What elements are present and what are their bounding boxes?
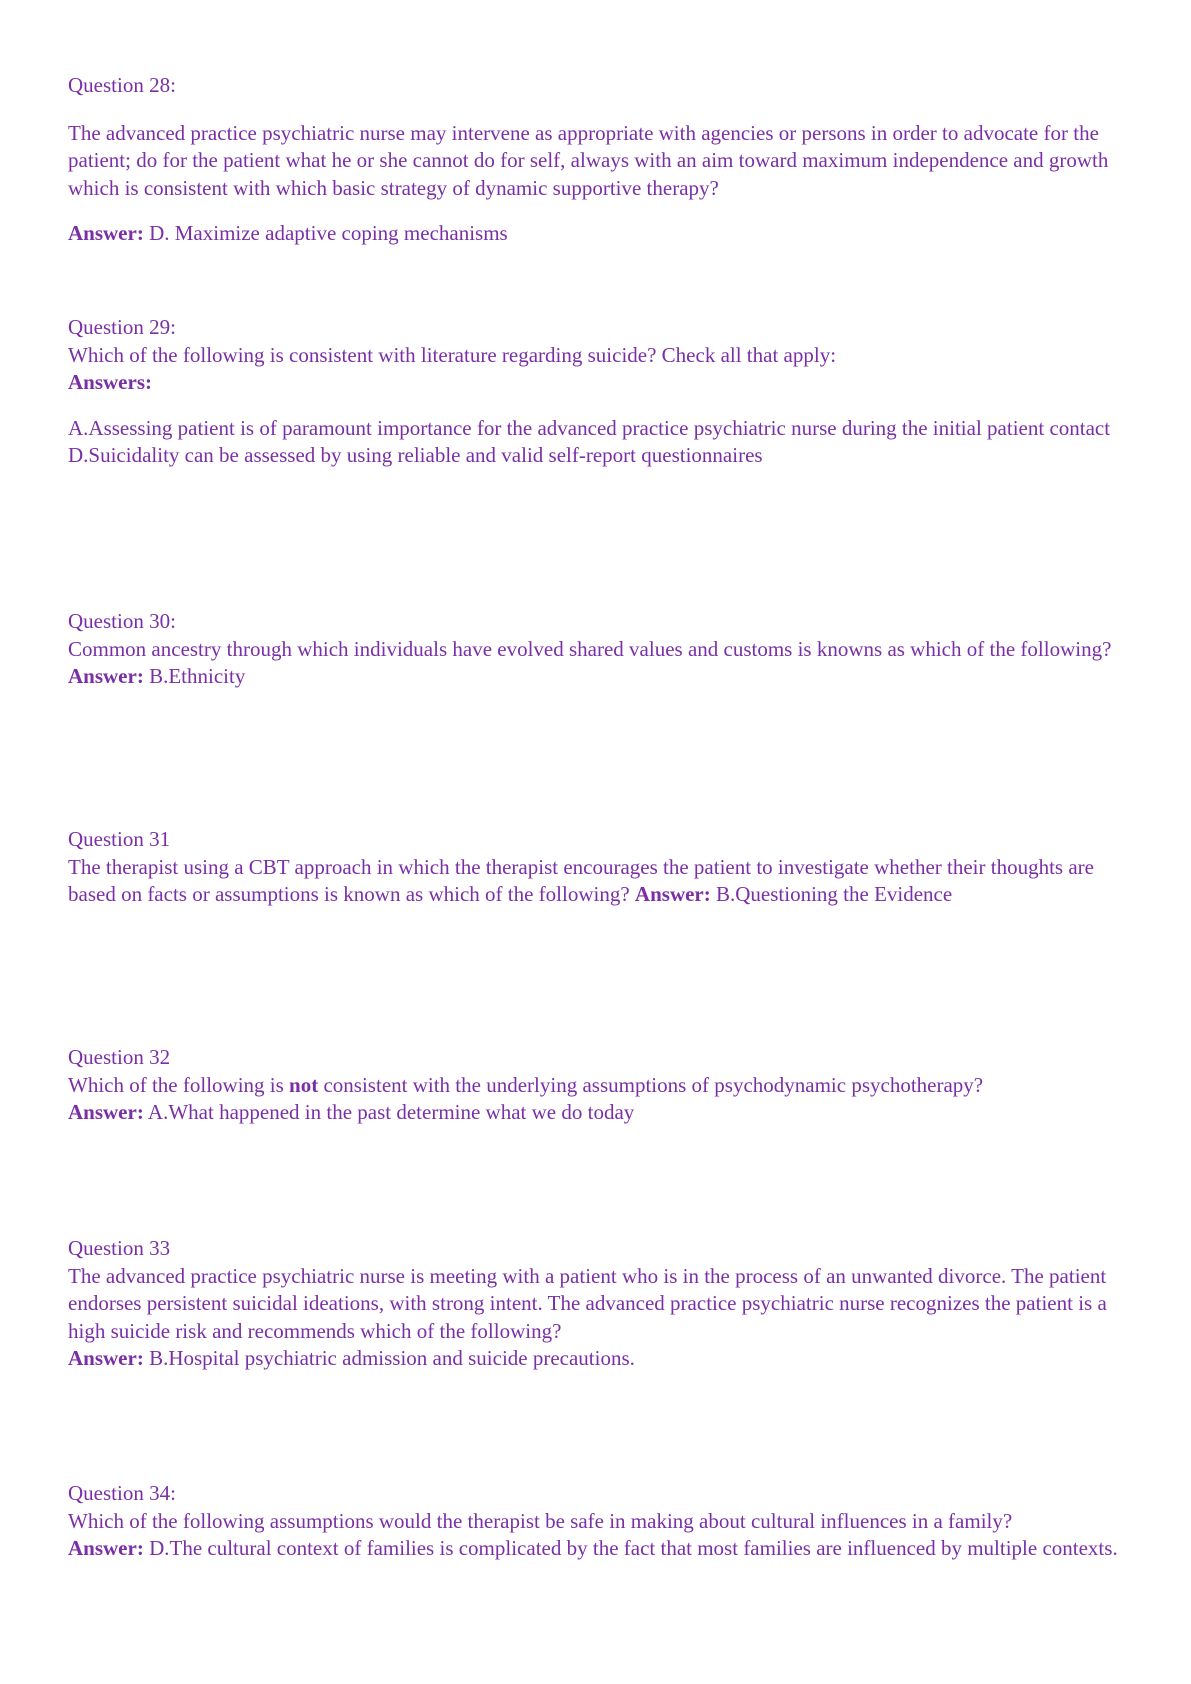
question-30 — [68, 608, 1128, 691]
question-text-with-answer — [68, 854, 1128, 909]
question-heading: Question 29: — [68, 315, 176, 339]
answer-text: D.The cultural context of families is complicated by the fact that most families are influenced by multiple contexts. — [149, 1536, 1118, 1560]
question-heading: Question 30: — [68, 609, 176, 633]
question-text: Which of the following is consistent with literature regarding suicide? Check all that apply: — [68, 342, 837, 367]
question-29 — [68, 314, 1128, 470]
question-28 — [68, 72, 1128, 248]
answer-option: D.Suicidality can be assessed by using reliable and valid self-report questionnaires — [68, 443, 763, 467]
answer-text: B.Hospital psychiatric admission and suicide precautions. — [149, 1346, 635, 1370]
question-text: The therapist using a CBT approach in which the therapist encourages the patient to investigate whether their thoughts are based on facts or assumptions is known as which of the following? — [68, 854, 1094, 906]
question-text: The advanced practice psychiatric nurse may intervene as appropriate with agencies or persons in order to advocate for the patient; do for the patient what he or she cannot do for self, always with an aim toward maximum independence and growth which is consistent with which basic strategy of dynamic supportive therapy? — [68, 120, 1109, 200]
emphasis-not: not — [289, 1072, 319, 1097]
answer-line — [68, 663, 1128, 691]
question-heading: Question 31 — [68, 827, 171, 851]
answer-label: Answer: — [68, 664, 144, 688]
answers-line — [68, 369, 1128, 397]
question-31 — [68, 826, 1128, 909]
answer-text: A.What happened in the past determine what we do today — [147, 1100, 635, 1124]
question-text-part: consistent with the underlying assumptions of psychodynamic psychotherapy? — [323, 1072, 984, 1097]
answers-label: Answers: — [68, 370, 152, 394]
question-text: Which of the following assumptions would the therapist be safe in making about cultural influences in a family? — [68, 1508, 1013, 1533]
question-heading: Question 33 — [68, 1236, 171, 1260]
question-34 — [68, 1480, 1128, 1563]
question-text-part: Which of the following is — [68, 1072, 284, 1097]
question-32 — [68, 1044, 1128, 1127]
answer-line — [68, 220, 1128, 248]
answer-text: D. Maximize adaptive coping mechanisms — [149, 221, 508, 245]
answer-label: Answer: — [68, 1536, 144, 1560]
question-heading: Question 28: — [68, 73, 176, 97]
answer-line — [68, 1099, 1128, 1127]
question-text: Common ancestry through which individuals have evolved shared values and customs is knowns as which of the following? — [68, 636, 1112, 661]
question-text — [68, 1072, 1128, 1100]
question-heading: Question 32 — [68, 1045, 171, 1069]
answer-label: Answer: — [68, 1100, 144, 1124]
answer-line — [68, 1535, 1128, 1563]
answer-label: Answer: — [68, 221, 144, 245]
question-heading: Question 34: — [68, 1481, 176, 1505]
answer-label: Answer: — [634, 882, 711, 906]
answer-option: A.Assessing patient is of paramount importance for the advanced practice psychiatric nurse during the initial patient contact — [68, 415, 1111, 440]
answer-text: B.Questioning the Evidence — [716, 882, 953, 906]
question-33 — [68, 1235, 1128, 1373]
answer-text: B.Ethnicity — [149, 664, 246, 688]
answer-line — [68, 1345, 1128, 1373]
answer-label: Answer: — [68, 1346, 144, 1370]
question-text: The advanced practice psychiatric nurse is meeting with a patient who is in the process of an unwanted divorce. The patient endorses persistent suicidal ideations, with strong intent. The advanced practice psychiatric nurse recognizes the patient is a high suicide risk and recommends which of the following? — [68, 1263, 1107, 1343]
